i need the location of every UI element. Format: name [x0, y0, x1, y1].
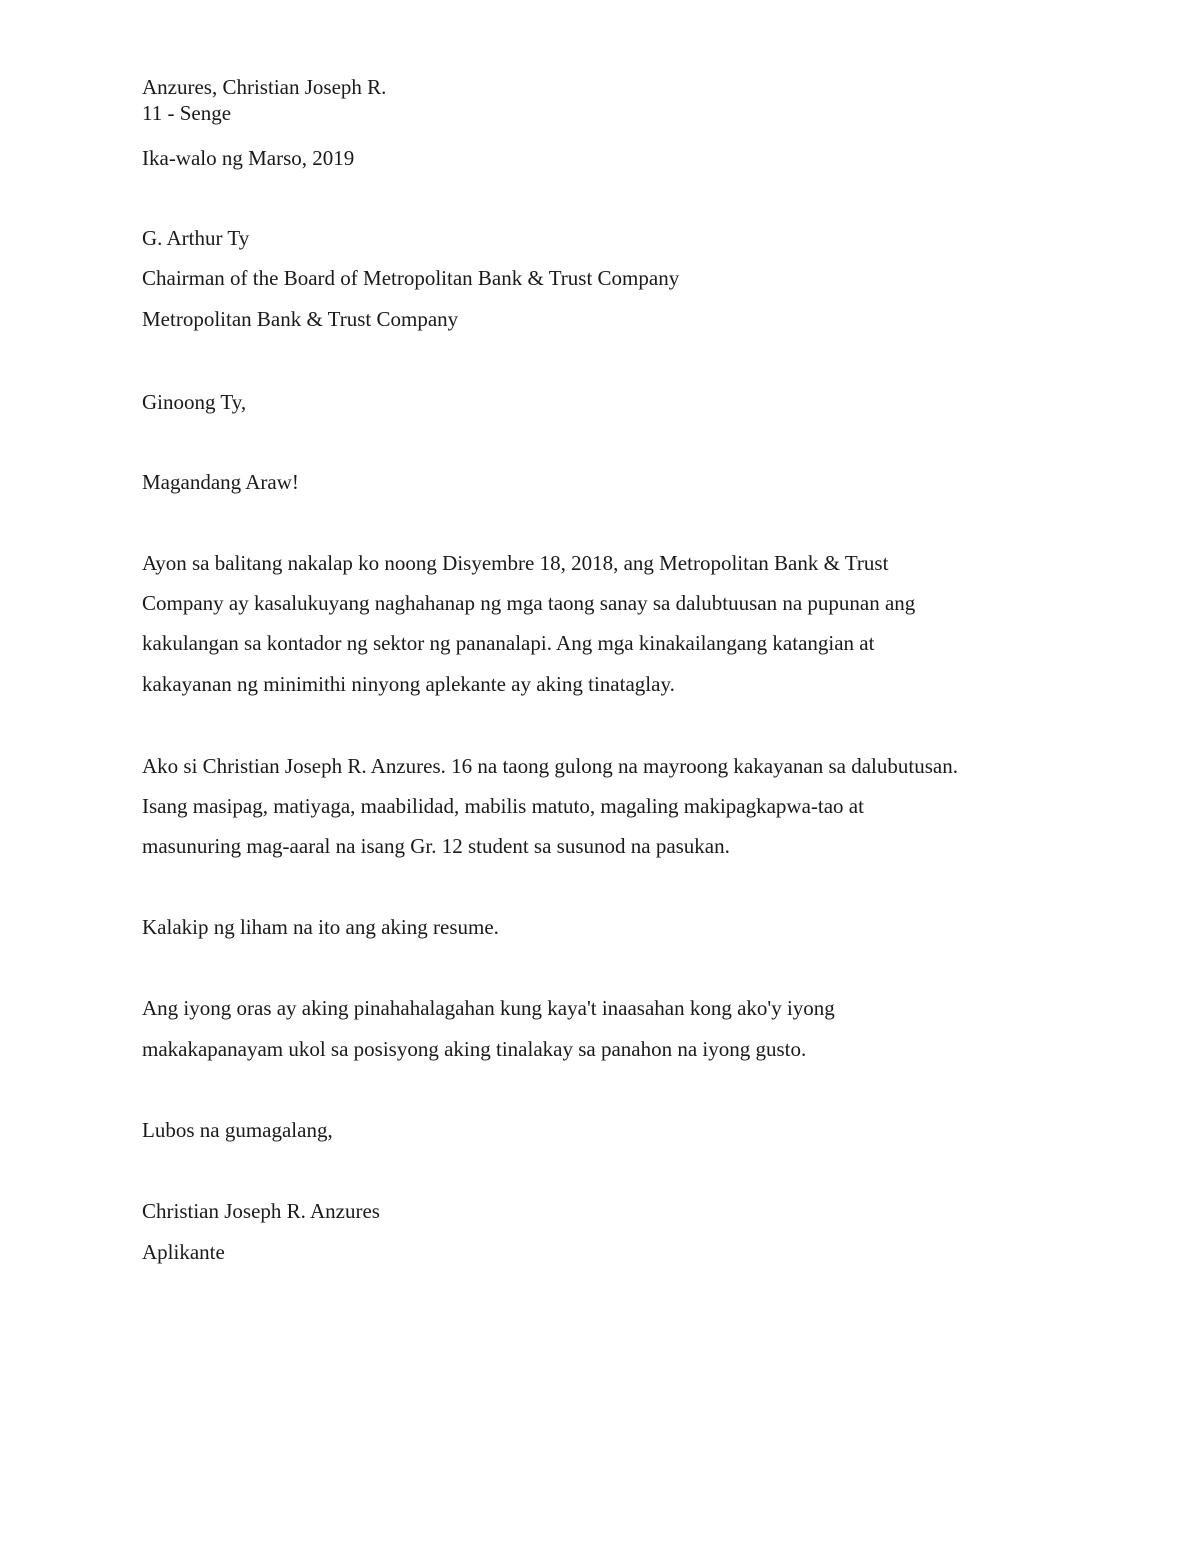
- closing: Lubos na gumagalang,: [142, 1118, 333, 1142]
- letter-date: Ika-walo ng Marso, 2019: [142, 146, 355, 170]
- recipient-title: Chairman of the Board of Metropolitan Bank & Trust Company: [142, 266, 680, 290]
- body-line: Ako si Christian Joseph R. Anzures. 16 na taong gulong na mayroong kakayanan sa dalubutusan.: [142, 754, 958, 778]
- recipient-name: G. Arthur Ty: [142, 226, 250, 250]
- salutation: Ginoong Ty,: [142, 390, 247, 414]
- body-line: masunuring mag-aaral na isang Gr. 12 student sa susunod na pasukan.: [142, 834, 730, 858]
- sender-section: 11 - Senge: [142, 101, 232, 125]
- body-line: Ang iyong oras ay aking pinahahalagahan kung kaya't inaasahan kong ako'y iyong: [142, 996, 835, 1020]
- signature-name: Christian Joseph R. Anzures: [142, 1199, 380, 1223]
- recipient-company: Metropolitan Bank & Trust Company: [142, 307, 459, 331]
- body-line: kakulangan sa kontador ng sektor ng pananalapi. Ang mga kinakailangang katangian at: [142, 631, 875, 655]
- greeting: Magandang Araw!: [142, 470, 299, 494]
- body-line: Ayon sa balitang nakalap ko noong Disyembre 18, 2018, ang Metropolitan Bank & Trust: [142, 551, 889, 575]
- sender-name: Anzures, Christian Joseph R.: [142, 75, 387, 99]
- signature-role: Aplikante: [142, 1240, 225, 1264]
- body-line: makakapanayam ukol sa posisyong aking tinalakay sa panahon na iyong gusto.: [142, 1037, 807, 1061]
- body-line: Kalakip ng liham na ito ang aking resume.: [142, 915, 499, 939]
- body-line: Company ay kasalukuyang naghahanap ng mga taong sanay sa dalubtuusan na pupunan ang: [142, 591, 916, 615]
- body-line: Isang masipag, matiyaga, maabilidad, mabilis matuto, magaling makipagkapwa-tao at: [142, 794, 864, 818]
- body-line: kakayanan ng minimithi ninyong aplekante ay aking tinataglay.: [142, 672, 675, 696]
